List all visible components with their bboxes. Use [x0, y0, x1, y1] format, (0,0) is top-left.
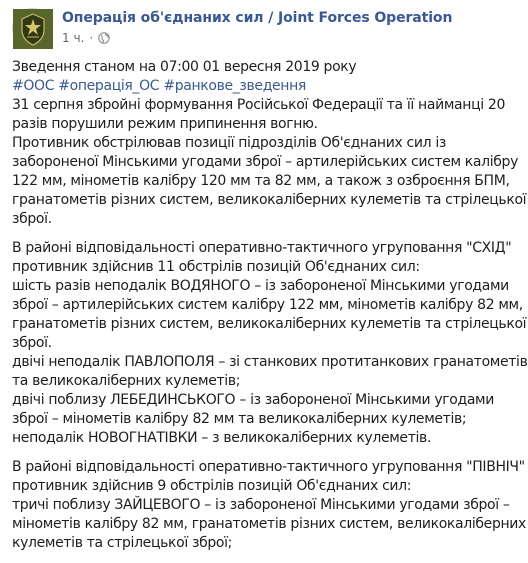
post-header — [12, 8, 492, 50]
text-line: зброї – мінометів калібру 82 мм та великокаліберних кулеметів; — [12, 411, 467, 427]
hashtag-operation[interactable]: #операція_ОС — [58, 78, 160, 94]
post-body — [12, 58, 528, 563]
text-line: 31 серпня збройні формування Російської Федерації та її найманці 20 — [12, 97, 505, 113]
post-meta — [62, 31, 110, 45]
text-line: В районі відповідальності оперативно-тактичного угруповання "СХІД" — [12, 240, 512, 256]
paragraph-east — [12, 239, 528, 448]
text-line: противник здійснив 11 обстрілів позицій Об'єднаних сил: — [12, 259, 420, 275]
text-line: неподалік НОВОГНАТІВКИ – з великокаліберних кулеметів. — [12, 430, 432, 446]
hashtag-morning-report[interactable]: #ранкове_зведення — [163, 78, 306, 94]
text-line: В районі відповідальності оперативно-тактичного угруповання "ПІВНІЧ" — [12, 459, 525, 475]
text-line: двічі неподалік ПАВЛОПОЛЯ – зі станкових протитанкових гранатометів — [12, 354, 528, 370]
globe-icon[interactable] — [98, 32, 110, 44]
text-line: двічі поблизу ЛЕБЕДИНСЬКОГО – із забороненої Мінськими угодами — [12, 392, 495, 408]
meta-separator: · — [89, 31, 94, 45]
text-line: мінометів калібру 82 мм, гранатометів різних систем, великокаліберних — [12, 516, 526, 532]
text-line: Противник обстрілював позиції підрозділів Об'єднаних сил із — [12, 135, 446, 151]
post-time[interactable]: 1 ч. — [62, 31, 85, 45]
text-line: 122 мм, мінометів калібру 120 мм та 82 мм, а також з озброєння БПМ, — [12, 173, 510, 189]
text-line: гранатометів різних систем, великокаліберних кулеметів та стрілецької — [12, 316, 527, 332]
text-line: разів порушили режим припинення вогню. — [12, 116, 318, 132]
text-line: та великокаліберних кулеметів; — [12, 373, 241, 389]
hashtag-row — [12, 77, 490, 96]
hashtag-oos[interactable]: #ООС — [12, 78, 55, 94]
paragraph-north — [12, 458, 526, 553]
text-line: противник здійснив 9 обстрілів позицій Об'єднаних сил: — [12, 478, 412, 494]
text-line: зброї. — [12, 211, 52, 227]
text-line: гранатометів різних систем, великокаліберних кулеметів та стрілецької — [12, 192, 527, 208]
text-line: зброї – артилерійських систем калібру 122 мм, мінометів калібру 82 мм, — [12, 297, 523, 313]
intro-line: Зведення станом на 07:00 01 вересня 2019 року — [12, 59, 357, 75]
text-line: кулеметів та стрілецької зброї; — [12, 535, 233, 551]
text-line: зброї. — [12, 335, 52, 351]
jfo-emblem-icon — [13, 9, 53, 49]
post-intro — [12, 58, 527, 229]
text-line: шість разів неподалік ВОДЯНОГО – із забороненої Мінськими угодами — [12, 278, 509, 294]
page-name-link[interactable]: Операція об'єднаних сил / Joint Forces Operation — [62, 10, 453, 26]
page-avatar[interactable] — [12, 8, 52, 48]
text-line: забороненої Мінськими угодами зброї – артилерійських систем калібру — [12, 154, 519, 170]
text-line: тричі поблизу ЗАЙЦЕВОГО – із забороненої Мінськими угодами зброї – — [12, 497, 510, 513]
